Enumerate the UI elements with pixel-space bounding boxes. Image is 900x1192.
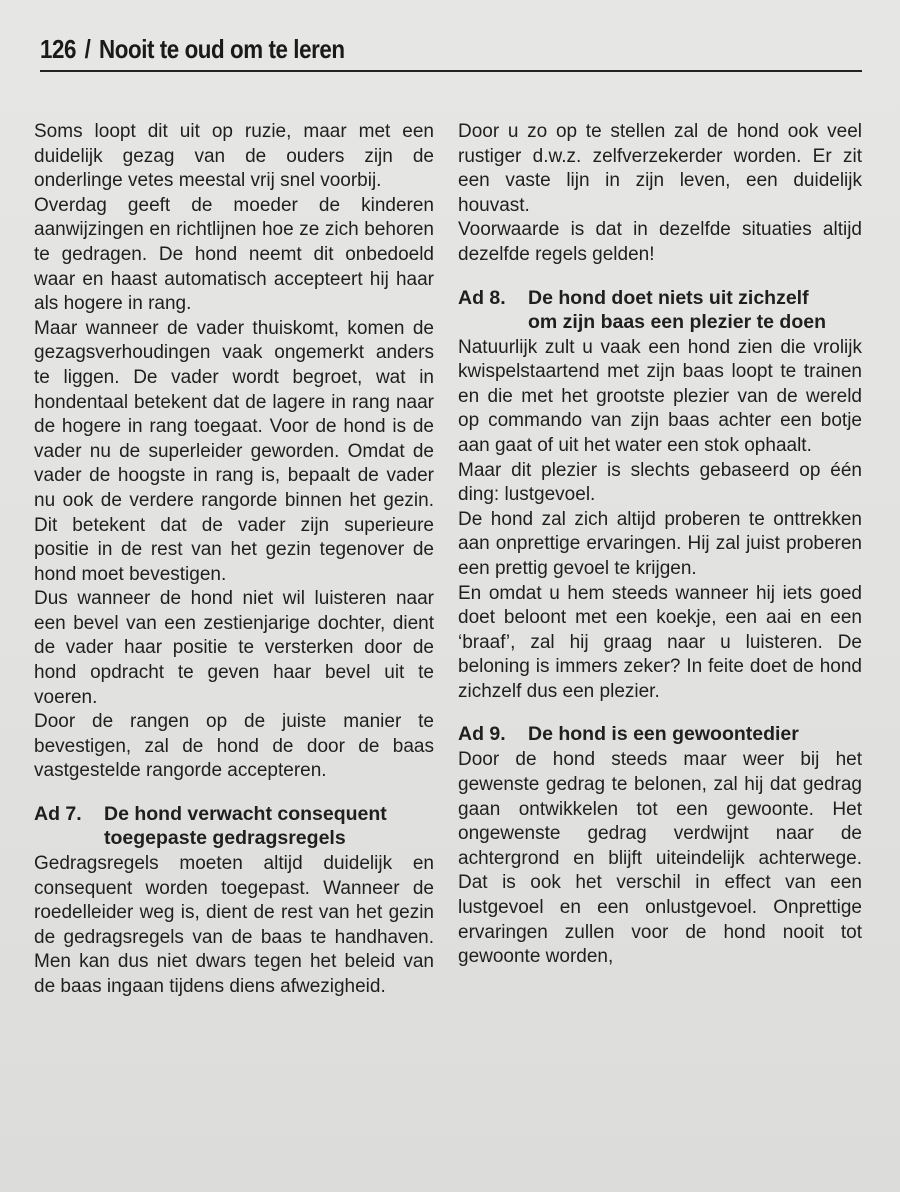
paragraph: Door de rangen op de juiste manier te bevestigen, zal de hond de door de baas vastgestelde rangorde accepteren.: [34, 711, 434, 782]
section-title-line: om zijn baas een plezier te doen: [528, 310, 826, 333]
paragraph: De hond zal zich altijd proberen te onttrekken aan onprettige ervaringen. Hij zal juist proberen een prettig gevoel te krijgen.: [458, 508, 862, 579]
left-column: [34, 120, 434, 1000]
section-title: [528, 286, 862, 334]
section-heading-ad8: [458, 286, 862, 334]
paragraph: Natuurlijk zult u vaak een hond zien die vrolijk kwispelstaartend met zijn baas loopt te trainen en die met het grootste plezier van de wereld op commando van zijn baas achter een botje aan gaat of uit het water een stok ophaalt.: [458, 336, 862, 456]
header-rule: [40, 70, 862, 72]
right-column: [458, 120, 862, 970]
section-title-line: De hond doet niets uit zichzelf: [528, 286, 809, 309]
paragraph: Overdag geeft de moeder de kinderen aanwijzingen en richtlijnen hoe ze zich behoren te gedragen. De hond neemt dit onbedoeld waar en haast automatisch accepteert hij haar als hogere in rang.: [34, 194, 434, 315]
section-heading-ad9: [458, 722, 862, 746]
paragraph: Voorwaarde is dat in dezelfde situaties altijd dezelfde regels gelden!: [458, 219, 862, 265]
paragraph: En omdat u hem steeds wanneer hij iets goed doet beloont met een koekje, een aai en een ‘braaf’, zal hij graag naar u luisteren. De beloning is immers zeker? In feite doet de hond zichzelf dus een plezier.: [458, 582, 862, 702]
section-number: Ad 9.: [458, 723, 506, 746]
paragraph: Door u zo op te stellen zal de hond ook veel rustiger d.w.z. zelfverzekerder worden. Er zit een vaste lijn in zijn leven, een duidelijk houvast.: [458, 121, 862, 216]
section-title-line: De hond is een gewoontedier: [528, 723, 799, 746]
section-gap: [34, 784, 434, 802]
paragraph: Gedragsregels moeten altijd duidelijk en consequent worden toegepast. Wanneer de roedelleider weg is, dient de rest van het gezin de gedragsregels van de baas te handhaven. Men kan dus niet dwars tegen het beleid van de baas ingaan tijdens diens afwezigheid.: [34, 853, 434, 997]
paragraph: Dus wanneer de hond niet wil luisteren naar een bevel van een zestienjarige dochter, dient de vader haar positie te versterken door de hond opdracht te geven haar bevel uit te voeren.: [34, 588, 434, 708]
section-title-line: toegepaste gedragsregels: [104, 827, 346, 850]
paragraph: Maar dit plezier is slechts gebaseerd op één ding: lustgevoel.: [458, 459, 862, 506]
section-heading-ad7: [34, 802, 434, 850]
section-gap: [458, 704, 862, 722]
section-title: [528, 722, 862, 746]
running-head: [40, 34, 345, 65]
section-number: Ad 7.: [34, 803, 82, 826]
section-gap: [458, 268, 862, 286]
paragraph: Maar wanneer de vader thuiskomt, komen de gezagsverhoudingen vaak ongemerkt anders te liggen. De vader wordt begroet, wat in hondentaal betekent dat de lagere in rang naar de hogere in rang toegaat. Voor de hond is de vader nu de superleider geworden. Omdat de vader de hoogste in rang is, bepaalt de vader nu ook de verdere rangorde binnen het gezin. Dit betekent dat de vader zijn superieure positie in de rest van het gezin tegenover de hond moet bevestigen.: [34, 317, 434, 585]
header-separator: /: [84, 34, 91, 64]
section-number: Ad 8.: [458, 286, 506, 309]
section-title: [104, 802, 434, 850]
chapter-title: Nooit te oud om te leren: [99, 34, 345, 64]
paragraph: Soms loopt dit uit op ruzie, maar met een duidelijk gezag van de ouders zijn de onderlinge vetes meestal vrij snel voorbij.: [34, 121, 434, 192]
paragraph: Door de hond steeds maar weer bij het gewenste gedrag te belonen, zal hij dat gedrag gaan ontwikkelen tot een gewoonte. Het ongewenste gedrag verdwijnt naar de achtergrond en blijft uiteindelijk achterwege. Dat is ook het verschil in effect van een lustgevoel en een onlustgevoel. Onprettige ervaringen zullen voor de hond nooit tot gewoonte worden,: [458, 749, 862, 968]
page-number: 126: [40, 34, 77, 64]
section-title-line: De hond verwacht consequent: [104, 803, 387, 826]
